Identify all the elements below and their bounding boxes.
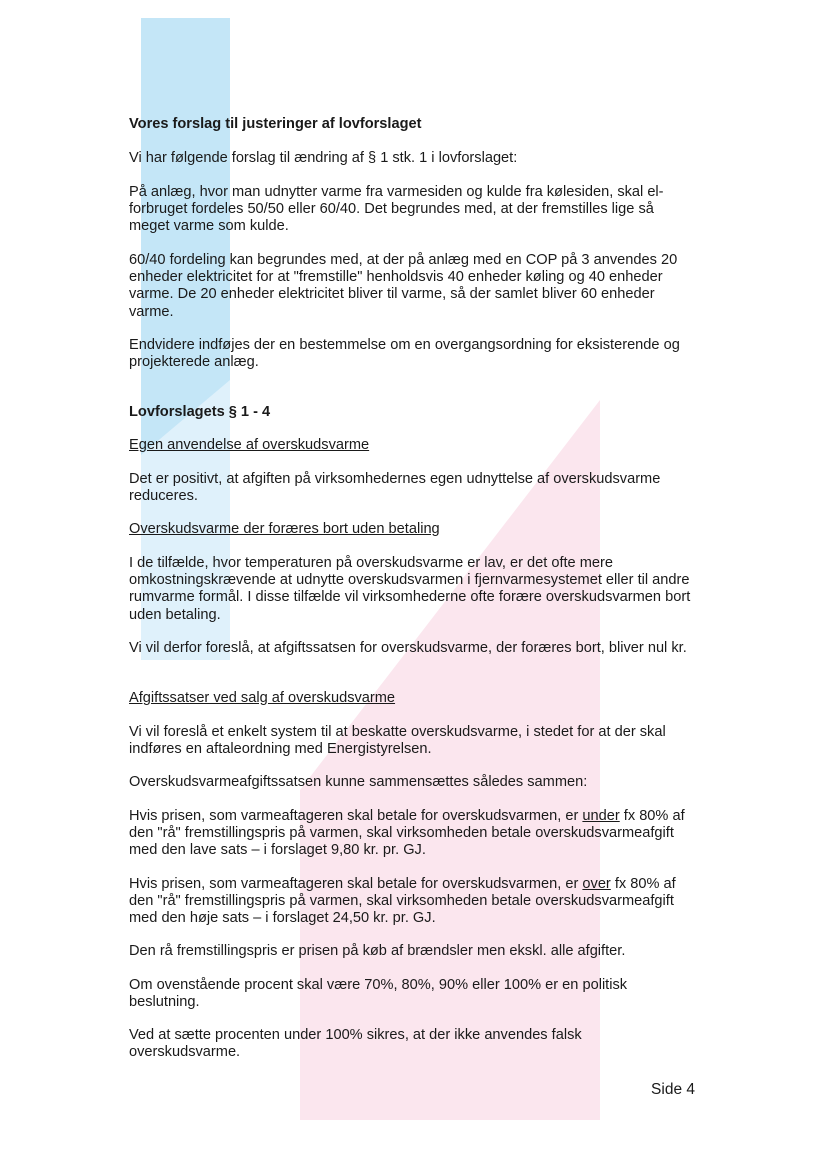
emphasis-under: under [582,808,620,824]
paragraph-sammensaettes: Overskudsvarmeafgiftssatsen kunne sammensættes således sammen: [129,774,588,790]
paragraph-positive: Det er positivt, at afgiften på virksomhedernes egen udnyttelse af overskudsvarme reduceres. [129,471,661,505]
paragraph-low-temp: I de tilfælde, hvor temperaturen på overskudsvarme er lav, er det ofte mere omkostningskrævende at udnytte overskudsvarmen i fjernvarmesystemet eller til andre rumvarme formål. I disse tilfælde vil virksomhederne ofte forære overskudsvarmen bort uden betaling. [129,555,691,623]
emphasis-over: over [582,876,611,892]
paragraph-falsk: Ved at sætte procenten under 100% sikres, at der ikke anvendes falsk overskudsvarme. [129,1027,582,1061]
paragraph-politisk: Om ovenstående procent skal være 70%, 80%, 90% eller 100% er en politisk beslutning. [129,977,628,1011]
page-number: Side 4 [651,1081,695,1098]
paragraph-over-80: Hvis prisen, som varmeaftageren skal betale for overskudsvarmen, er over fx 80% af den "rå" fremstillingspris på varmen, skal virksomheden betale overskudsvarmeafgift med den høje sats – i forslaget 24,50 kr. pr. GJ. [129,876,676,927]
paragraph-intro: Vi har følgende forslag til ændring af § 1 stk. 1 i lovforslaget: [129,150,518,166]
paragraph-nul-kr: Vi vil derfor foreslå, at afgiftssatsen for overskudsvarme, der foræres bort, bliver nul kr. [129,640,687,656]
paragraph-transition: Endvidere indføjes der en bestemmelse om en overgangsordning for eksisterende og projekterede anlæg. [129,337,680,371]
paragraph-under-80: Hvis prisen, som varmeaftageren skal betale for overskudsvarmen, er under fx 80% af den "rå" fremstillingspris på varmen, skal virksomheden betale overskudsvarmeafgift med den lave sats – i forslaget 9,80 kr. pr. GJ. [129,808,685,859]
subheading-afgiftssatser: Afgiftssatser ved salg af overskudsvarme [129,690,396,706]
paragraph-cop: 60/40 fordeling kan begrundes med, at der på anlæg med en COP på 3 anvendes 20 enheder elektricitet for at "fremstille" henholdsvis 40 enheder køling og 40 enheder varme. De 20 enheder elektricitet bliver til varme, så der samlet bliver 60 enheder varme. [129,252,678,320]
section-heading-lovforslag: Lovforslagets § 1 - 4 [129,404,271,420]
section-heading-proposals: Vores forslag til justeringer af lovforslaget [129,116,422,132]
paragraph-el-split: På anlæg, hvor man udnytter varme fra varmesiden og kulde fra kølesiden, skal el-forbruget fordeles 50/50 eller 60/40. Det begrundes med, at der fremstilles lige så meget varme som kulde. [129,184,664,235]
paragraph-enkelt-system: Vi vil foreslå et enkelt system til at beskatte overskudsvarme, i stedet for at der skal indføres en aftaleordning med Energistyrelsen. [129,724,666,758]
paragraph-raa-pris: Den rå fremstillingspris er prisen på køb af brændsler men ekskl. alle afgifter. [129,943,626,959]
subheading-foraeres-bort: Overskudsvarme der foræres bort uden betaling [129,521,440,537]
subheading-egen-anvendelse: Egen anvendelse af overskudsvarme [129,437,370,453]
